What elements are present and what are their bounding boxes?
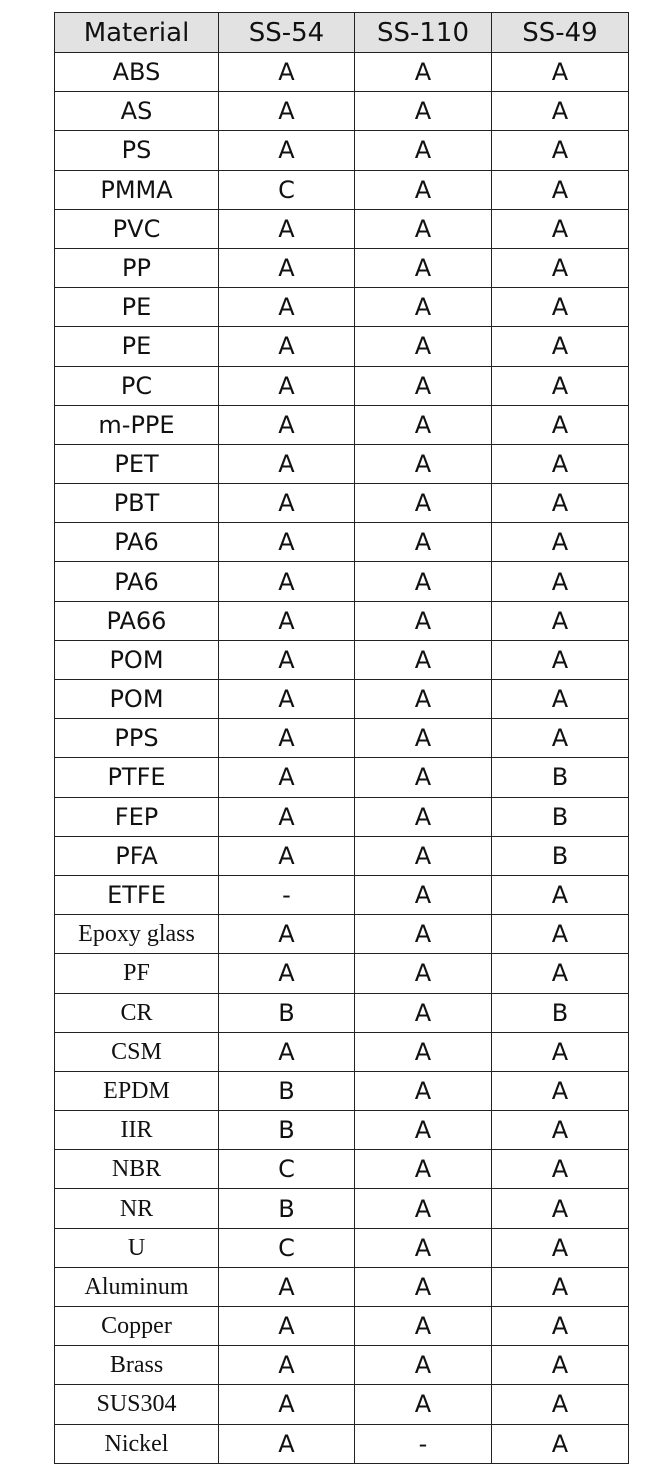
table-row [55, 248, 629, 287]
table-row [55, 797, 629, 836]
cell-material: PMMA [55, 170, 219, 209]
cell-ss-49: A [492, 484, 629, 523]
cell-ss-54: A [219, 366, 355, 405]
cell-ss-54: C [219, 170, 355, 209]
cell-ss-49: A [492, 1307, 629, 1346]
cell-ss-110: A [355, 248, 492, 287]
header-row [55, 13, 629, 53]
cell-ss-49: A [492, 875, 629, 914]
table-row [55, 758, 629, 797]
cell-ss-54: A [219, 758, 355, 797]
cell-ss-54: C [219, 1150, 355, 1189]
table-row [55, 288, 629, 327]
cell-ss-110: A [355, 92, 492, 131]
table-row [55, 954, 629, 993]
cell-ss-49: A [492, 405, 629, 444]
cell-ss-110: A [355, 562, 492, 601]
cell-material: m-PPE [55, 405, 219, 444]
cell-material: SUS304 [55, 1385, 219, 1424]
cell-ss-49: B [492, 797, 629, 836]
cell-ss-49: A [492, 562, 629, 601]
table-row [55, 1111, 629, 1150]
cell-material: PET [55, 444, 219, 483]
cell-ss-110: A [355, 1032, 492, 1071]
cell-ss-49: A [492, 288, 629, 327]
cell-material: NBR [55, 1150, 219, 1189]
cell-material: CR [55, 993, 219, 1032]
cell-material: PA6 [55, 562, 219, 601]
cell-material: NR [55, 1189, 219, 1228]
table-row [55, 640, 629, 679]
cell-material: AS [55, 92, 219, 131]
cell-ss-110: A [355, 640, 492, 679]
cell-ss-110: A [355, 327, 492, 366]
cell-ss-110: A [355, 131, 492, 170]
cell-material: Nickel [55, 1424, 219, 1463]
table-row [55, 1228, 629, 1267]
cell-ss-54: B [219, 1189, 355, 1228]
cell-ss-49: A [492, 209, 629, 248]
cell-ss-54: B [219, 993, 355, 1032]
cell-material: PTFE [55, 758, 219, 797]
cell-material: PF [55, 954, 219, 993]
cell-material: PA66 [55, 601, 219, 640]
table-row [55, 1189, 629, 1228]
cell-ss-110: A [355, 954, 492, 993]
cell-ss-110: A [355, 405, 492, 444]
cell-ss-110: A [355, 915, 492, 954]
cell-ss-54: A [219, 562, 355, 601]
cell-ss-54: A [219, 719, 355, 758]
table-row [55, 131, 629, 170]
cell-material: ABS [55, 53, 219, 92]
cell-ss-54: A [219, 327, 355, 366]
cell-material: PP [55, 248, 219, 287]
table-row [55, 1385, 629, 1424]
table-row [55, 680, 629, 719]
cell-material: U [55, 1228, 219, 1267]
cell-material: FEP [55, 797, 219, 836]
table-row [55, 1424, 629, 1463]
cell-ss-110: A [355, 170, 492, 209]
cell-ss-110: A [355, 1189, 492, 1228]
table-row [55, 53, 629, 92]
table-row [55, 405, 629, 444]
cell-ss-49: A [492, 1150, 629, 1189]
table-row [55, 1267, 629, 1306]
cell-ss-49: A [492, 1111, 629, 1150]
cell-ss-110: A [355, 1228, 492, 1267]
cell-material: Brass [55, 1346, 219, 1385]
table-header [55, 13, 629, 53]
cell-ss-54: B [219, 1071, 355, 1110]
cell-ss-49: A [492, 248, 629, 287]
cell-ss-110: - [355, 1424, 492, 1463]
table-row [55, 523, 629, 562]
cell-ss-54: B [219, 1111, 355, 1150]
cell-ss-54: A [219, 1032, 355, 1071]
cell-ss-54: A [219, 797, 355, 836]
header-material: Material [55, 13, 219, 53]
cell-ss-110: A [355, 1071, 492, 1110]
table-row [55, 1307, 629, 1346]
cell-ss-54: A [219, 484, 355, 523]
cell-ss-49: A [492, 131, 629, 170]
cell-ss-49: A [492, 1385, 629, 1424]
table-row [55, 993, 629, 1032]
table-row [55, 1071, 629, 1110]
cell-ss-54: A [219, 836, 355, 875]
cell-ss-110: A [355, 1267, 492, 1306]
cell-ss-49: A [492, 915, 629, 954]
cell-ss-110: A [355, 1346, 492, 1385]
cell-ss-54: A [219, 523, 355, 562]
cell-ss-49: A [492, 601, 629, 640]
cell-ss-49: A [492, 444, 629, 483]
cell-material: CSM [55, 1032, 219, 1071]
cell-ss-49: A [492, 366, 629, 405]
cell-material: Copper [55, 1307, 219, 1346]
cell-material: PC [55, 366, 219, 405]
cell-material: PE [55, 327, 219, 366]
cell-ss-54: A [219, 288, 355, 327]
cell-ss-49: A [492, 1267, 629, 1306]
cell-ss-110: A [355, 875, 492, 914]
cell-ss-49: A [492, 1228, 629, 1267]
cell-ss-49: A [492, 680, 629, 719]
cell-material: POM [55, 680, 219, 719]
cell-ss-49: A [492, 954, 629, 993]
cell-ss-54: A [219, 1267, 355, 1306]
table-row [55, 915, 629, 954]
cell-material: Epoxy glass [55, 915, 219, 954]
table-row [55, 484, 629, 523]
table-row [55, 601, 629, 640]
compatibility-table-container [54, 12, 628, 1464]
table-row [55, 209, 629, 248]
table-row [55, 1346, 629, 1385]
cell-ss-110: A [355, 836, 492, 875]
cell-ss-54: A [219, 1346, 355, 1385]
cell-ss-110: A [355, 1307, 492, 1346]
table-row [55, 366, 629, 405]
cell-ss-110: A [355, 1385, 492, 1424]
cell-ss-110: A [355, 484, 492, 523]
cell-ss-54: A [219, 444, 355, 483]
cell-ss-49: B [492, 758, 629, 797]
cell-ss-54: A [219, 680, 355, 719]
cell-ss-110: A [355, 523, 492, 562]
cell-ss-110: A [355, 1150, 492, 1189]
cell-ss-54: A [219, 248, 355, 287]
cell-ss-110: A [355, 288, 492, 327]
cell-ss-110: A [355, 797, 492, 836]
cell-ss-49: A [492, 1189, 629, 1228]
cell-ss-49: A [492, 170, 629, 209]
cell-ss-54: A [219, 640, 355, 679]
cell-ss-49: A [492, 1346, 629, 1385]
cell-material: PE [55, 288, 219, 327]
table-row [55, 1150, 629, 1189]
table-body [55, 53, 629, 1464]
cell-ss-110: A [355, 1111, 492, 1150]
cell-ss-49: A [492, 640, 629, 679]
cell-ss-54: A [219, 915, 355, 954]
header-ss-54: SS-54 [219, 13, 355, 53]
cell-ss-49: A [492, 1071, 629, 1110]
cell-ss-110: A [355, 366, 492, 405]
material-compatibility-table [54, 12, 629, 1464]
cell-material: POM [55, 640, 219, 679]
cell-material: PBT [55, 484, 219, 523]
cell-material: PFA [55, 836, 219, 875]
table-row [55, 327, 629, 366]
cell-material: PS [55, 131, 219, 170]
cell-material: PPS [55, 719, 219, 758]
table-row [55, 170, 629, 209]
cell-ss-54: A [219, 53, 355, 92]
cell-ss-110: A [355, 993, 492, 1032]
cell-ss-110: A [355, 680, 492, 719]
cell-ss-49: B [492, 836, 629, 875]
cell-material: IIR [55, 1111, 219, 1150]
header-ss-49: SS-49 [492, 13, 629, 53]
cell-ss-49: A [492, 1424, 629, 1463]
cell-ss-54: A [219, 601, 355, 640]
cell-ss-54: A [219, 405, 355, 444]
table-row [55, 1032, 629, 1071]
table-row [55, 836, 629, 875]
cell-material: ETFE [55, 875, 219, 914]
cell-ss-49: A [492, 1032, 629, 1071]
cell-ss-54: - [219, 875, 355, 914]
table-row [55, 875, 629, 914]
cell-ss-110: A [355, 758, 492, 797]
cell-ss-49: B [492, 993, 629, 1032]
cell-ss-110: A [355, 444, 492, 483]
cell-ss-49: A [492, 53, 629, 92]
table-row [55, 562, 629, 601]
cell-ss-49: A [492, 523, 629, 562]
cell-ss-54: C [219, 1228, 355, 1267]
cell-ss-54: A [219, 1424, 355, 1463]
cell-material: Aluminum [55, 1267, 219, 1306]
cell-ss-54: A [219, 209, 355, 248]
table-row [55, 92, 629, 131]
cell-ss-49: A [492, 92, 629, 131]
cell-ss-110: A [355, 601, 492, 640]
cell-material: EPDM [55, 1071, 219, 1110]
cell-ss-54: A [219, 954, 355, 993]
cell-ss-54: A [219, 1307, 355, 1346]
cell-ss-54: A [219, 92, 355, 131]
table-row [55, 719, 629, 758]
cell-ss-110: A [355, 719, 492, 758]
cell-material: PVC [55, 209, 219, 248]
table-row [55, 444, 629, 483]
cell-ss-49: A [492, 719, 629, 758]
cell-ss-49: A [492, 327, 629, 366]
cell-ss-110: A [355, 209, 492, 248]
cell-ss-54: A [219, 131, 355, 170]
header-ss-110: SS-110 [355, 13, 492, 53]
cell-ss-54: A [219, 1385, 355, 1424]
cell-ss-110: A [355, 53, 492, 92]
cell-material: PA6 [55, 523, 219, 562]
